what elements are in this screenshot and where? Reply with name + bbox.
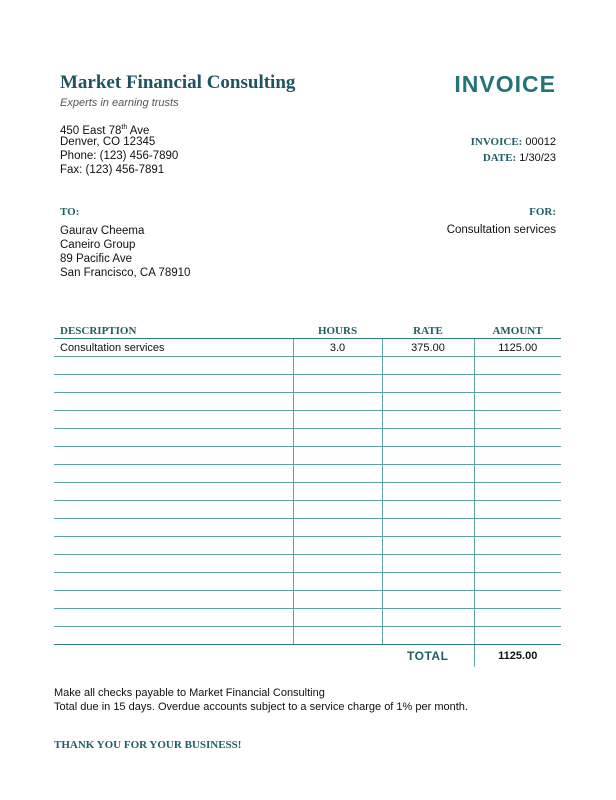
cell-rate [382, 483, 474, 501]
cell-hours [293, 501, 382, 519]
table-row [54, 573, 561, 591]
company-city: Denver, CO 12345 [60, 136, 156, 148]
payable-note: Make all checks payable to Market Financial Consulting [54, 687, 325, 699]
cell-description: Consultation services [54, 339, 293, 357]
cell-amount [474, 501, 561, 519]
cell-amount [474, 627, 561, 645]
table-row [54, 339, 561, 357]
cell-hours [293, 465, 382, 483]
table-row [54, 501, 561, 519]
column-header-amount: AMOUNT [474, 318, 561, 339]
cell-amount [474, 465, 561, 483]
company-tagline: Experts in earning trusts [60, 97, 179, 109]
cell-description [54, 555, 293, 573]
cell-rate [382, 411, 474, 429]
cell-rate [382, 627, 474, 645]
cell-hours [293, 627, 382, 645]
cell-rate [382, 519, 474, 537]
cell-amount [474, 573, 561, 591]
invoice-date-label: DATE: [482, 152, 517, 164]
bill-to-company: Caneiro Group [60, 239, 136, 251]
cell-description [54, 519, 293, 537]
cell-description [54, 393, 293, 411]
cell-amount [474, 483, 561, 501]
thank-you-message: THANK YOU FOR YOUR BUSINESS! [54, 739, 242, 751]
column-header-rate: RATE [382, 318, 474, 339]
table-row [54, 483, 561, 501]
table-row [54, 609, 561, 627]
street-ordinal: th [121, 124, 128, 131]
cell-amount [474, 375, 561, 393]
table-row [54, 447, 561, 465]
cell-amount [474, 537, 561, 555]
total-value: 1125.00 [474, 645, 561, 668]
cell-rate [382, 537, 474, 555]
table-row [54, 537, 561, 555]
for-description: Consultation services [446, 224, 556, 236]
table-row [54, 627, 561, 645]
table-row [54, 411, 561, 429]
cell-hours [293, 555, 382, 573]
cell-rate [382, 393, 474, 411]
cell-description [54, 627, 293, 645]
cell-description [54, 375, 293, 393]
cell-amount [474, 357, 561, 375]
column-header-hours: HOURS [293, 318, 382, 339]
total-spacer [293, 645, 382, 668]
cell-amount [474, 447, 561, 465]
total-spacer [54, 645, 293, 668]
cell-hours [293, 591, 382, 609]
company-phone: Phone: (123) 456-7890 [60, 150, 179, 162]
table-row [54, 555, 561, 573]
cell-rate [382, 465, 474, 483]
cell-description [54, 609, 293, 627]
table-row [54, 393, 561, 411]
cell-hours [293, 573, 382, 591]
invoice-title: INVOICE [454, 71, 556, 97]
cell-rate [382, 357, 474, 375]
company-name: Market Financial Consulting [60, 72, 296, 93]
cell-rate [382, 375, 474, 393]
invoice-date [483, 152, 556, 164]
total-label: TOTAL [407, 649, 449, 663]
invoice-number-label: INVOICE: [470, 136, 523, 148]
cell-hours [293, 393, 382, 411]
bill-to-name: Gaurav Cheema [60, 225, 145, 237]
bill-to-heading: TO: [60, 206, 80, 218]
cell-rate: 375.00 [382, 339, 474, 357]
invoice-number-value: 00012 [522, 136, 556, 148]
cell-hours [293, 519, 382, 537]
cell-rate [382, 555, 474, 573]
cell-amount [474, 555, 561, 573]
cell-amount [474, 393, 561, 411]
for-heading: FOR: [529, 206, 556, 218]
cell-description [54, 501, 293, 519]
cell-hours [293, 609, 382, 627]
cell-description [54, 573, 293, 591]
cell-description [54, 429, 293, 447]
cell-hours [293, 447, 382, 465]
street-suffix: Ave [127, 124, 150, 137]
cell-description [54, 537, 293, 555]
cell-description [54, 465, 293, 483]
cell-hours [293, 357, 382, 375]
cell-rate [382, 447, 474, 465]
cell-hours [293, 375, 382, 393]
invoice-date-value: 1/30/23 [516, 152, 556, 164]
table-row [54, 591, 561, 609]
cell-description [54, 483, 293, 501]
cell-rate [382, 501, 474, 519]
cell-amount [474, 591, 561, 609]
table-row [54, 357, 561, 375]
cell-hours [293, 537, 382, 555]
table-row [54, 429, 561, 447]
cell-rate [382, 429, 474, 447]
cell-amount [474, 609, 561, 627]
company-fax: Fax: (123) 456-7891 [60, 164, 165, 176]
table-header-row [54, 318, 561, 339]
total-row [54, 645, 561, 668]
terms-note: Total due in 15 days. Overdue accounts subject to a service charge of 1% per month. [54, 701, 468, 713]
cell-hours [293, 411, 382, 429]
bill-to-street: 89 Pacific Ave [60, 253, 133, 265]
bill-to-city: San Francisco, CA 78910 [60, 267, 191, 279]
table-row [54, 465, 561, 483]
cell-rate [382, 573, 474, 591]
cell-hours [293, 429, 382, 447]
cell-amount [474, 519, 561, 537]
cell-amount [474, 411, 561, 429]
cell-rate [382, 591, 474, 609]
cell-hours: 3.0 [293, 339, 382, 357]
street-prefix: 450 East 78 [60, 124, 122, 137]
column-header-description: DESCRIPTION [54, 318, 293, 339]
cell-description [54, 411, 293, 429]
cell-description [54, 591, 293, 609]
cell-description [54, 357, 293, 375]
cell-description [54, 447, 293, 465]
cell-amount: 1125.00 [474, 339, 561, 357]
cell-rate [382, 609, 474, 627]
cell-hours [293, 483, 382, 501]
table-row [54, 375, 561, 393]
invoice-number [471, 136, 556, 148]
cell-amount [474, 429, 561, 447]
table-row [54, 519, 561, 537]
line-items-table [54, 318, 561, 667]
